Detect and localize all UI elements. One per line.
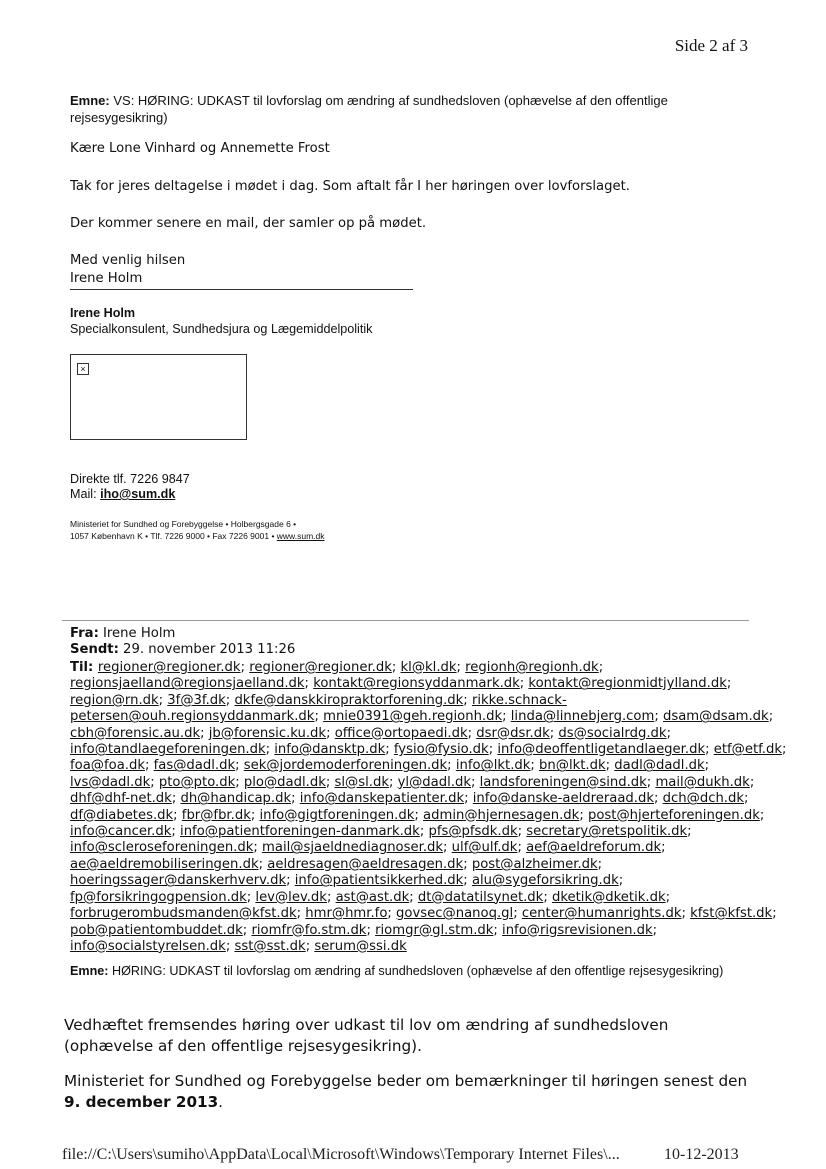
recipient-email-link[interactable]: petersen@ouh.regionsyddanmark.dk (70, 709, 315, 725)
recipient-separator: ; (225, 692, 235, 708)
recipient-email-link[interactable]: fp@forsikringogpension.dk (70, 889, 247, 905)
recipient-email-link[interactable]: admin@hjernesagen.dk (423, 807, 580, 823)
from-label: Fra: (70, 626, 99, 641)
recipient-separator: ; (144, 758, 154, 774)
recipient-separator: ; (326, 889, 336, 905)
recipient-email-link[interactable]: aef@aeldreforum.dk (526, 840, 662, 856)
recipient-separator: ; (618, 873, 624, 889)
recipient-separator: ; (443, 840, 452, 856)
signature-phone: Direkte tlf. 7226 9847 (70, 472, 190, 486)
recipient-email-link[interactable]: lvs@dadl.dk (70, 774, 151, 790)
recipient-email-link[interactable]: hoeringssager@danskerhverv.dk (70, 873, 287, 889)
recipient-separator: ; (517, 824, 527, 840)
logo-image-placeholder (70, 354, 247, 440)
recipient-separator: ; (447, 758, 456, 774)
sent-label: Sendt: (70, 642, 119, 657)
recipient-separator: ; (253, 840, 263, 856)
recipient-email-link[interactable]: dadl@dadl.dk (614, 758, 705, 774)
recipient-email-link[interactable]: dhf@dhf-net.dk (70, 791, 172, 807)
recipient-separator: ; (749, 774, 755, 790)
body-paragraph-1: Tak for jeres deltagelse i mødet i dag. Som aftalt får I her høringen over lovforslaget. (70, 179, 630, 194)
recipient-email-link[interactable]: landsforeningen@sind.dk (479, 774, 647, 790)
recipients-line (70, 890, 750, 906)
recipient-separator: ; (419, 824, 429, 840)
recipient-email-link[interactable]: info@cancer.dk (70, 824, 172, 840)
recipient-email-link[interactable]: etf@etf.dk (713, 742, 782, 758)
footer-date: 10-12-2013 (664, 1146, 739, 1163)
forward-body-2 (64, 1071, 754, 1113)
recipient-email-link[interactable]: mnie0391@geh.regionh.dk (323, 709, 503, 725)
recipients-line (70, 742, 787, 758)
recipient-email-link[interactable]: info@danske-aeldreraad.dk (472, 791, 655, 807)
recipient-separator: ; (652, 922, 658, 938)
recipient-email-link[interactable]: mail@dukh.dk (655, 774, 750, 790)
recipients-line (70, 840, 750, 856)
recipient-separator: ; (296, 906, 306, 922)
recipient-email-link[interactable]: info@gigtforeningen.dk (259, 807, 415, 823)
subject-text: VS: HØRING: UDKAST til lovforslag om ændring af sundhedsloven (ophævelse af den offentlige rejsesygesikring) (70, 93, 668, 125)
deadline-date: 9. december 2013 (64, 1093, 219, 1111)
from-line (70, 626, 175, 642)
recipient-email-link[interactable]: post@hjerteforeningen.dk (587, 807, 760, 823)
recipient-separator: ; (250, 807, 260, 823)
recipient-email-link[interactable]: kl@kl.dk (400, 660, 457, 675)
recipient-email-link[interactable]: foa@foa.dk (70, 758, 145, 774)
recipient-separator: ; (665, 889, 671, 905)
recipient-separator: ; (387, 906, 397, 922)
greeting: Kære Lone Vinhard og Annemette Frost (70, 141, 330, 156)
recipient-email-link[interactable]: govsec@nanoq.gl (396, 906, 514, 922)
org-address-line-1: Ministeriet for Sundhed og Forebyggelse • Holbergsgade 6 • (70, 519, 297, 529)
recipient-separator: ; (543, 889, 552, 905)
closing: Med venlig hilsen (70, 253, 186, 268)
recipient-email-link[interactable]: region@rn.dk (70, 692, 159, 708)
recipient-email-link[interactable]: riomgr@gl.stm.dk (375, 922, 494, 938)
recipient-separator: ; (579, 807, 588, 823)
recipient-separator: ; (456, 660, 466, 675)
org-address-text: 1057 København K • Tlf. 7226 9000 • Fax 7226 9001 • (70, 531, 277, 541)
recipient-email-link[interactable]: plo@dadl.dk (243, 774, 326, 790)
recipient-separator: ; (225, 938, 235, 954)
recipient-separator: ; (388, 774, 398, 790)
recipient-email-link[interactable]: info@rigsrevisionen.dk (502, 922, 653, 938)
recipient-email-link[interactable]: regioner@regioner.dk (249, 660, 392, 675)
sent-value: 29. november 2013 11:26 (118, 642, 296, 657)
recipients-line (70, 807, 765, 824)
recipient-separator: ; (463, 873, 472, 889)
recipient-separator: ; (158, 692, 168, 708)
recipient-email-link[interactable]: kfst@kfst.dk (690, 906, 773, 922)
mail-link[interactable]: iho@sum.dk (100, 487, 176, 501)
signature-title: Specialkonsulent, Sundhedsjura og Lægemiddelpolitik (70, 322, 373, 336)
recipient-email-link[interactable]: cbh@forensic.au.dk (70, 725, 201, 741)
recipient-email-link[interactable]: secretary@retspolitik.dk (526, 824, 688, 840)
recipient-email-link[interactable]: pob@patientombuddet.dk (70, 922, 243, 938)
page-number: Side 2 af 3 (674, 36, 748, 55)
recipient-email-link[interactable]: pfs@pfsdk.dk (428, 824, 518, 840)
recipient-separator: ; (171, 791, 181, 807)
recipient-separator: ; (246, 889, 256, 905)
recipient-separator: ; (661, 840, 666, 856)
recipient-email-link[interactable]: center@humanrights.dk (521, 906, 682, 922)
recipients-block (70, 660, 787, 955)
recipient-email-link[interactable]: info@lkt.dk (455, 758, 531, 774)
recipient-email-link[interactable]: info@deoffentligetandlaeger.dk (497, 742, 706, 758)
recipient-email-link[interactable]: info@socialstyrelsen.dk (70, 938, 226, 954)
recipient-email-link[interactable]: pto@pto.dk (158, 774, 236, 790)
forward-body-1: Vedhæftet fremsendes høring over udkast til lov om ændring af sundhedsloven (ophævelse af den offentlige rejsesygesikring). (64, 1016, 669, 1055)
recipient-separator: ; (325, 774, 335, 790)
recipients-line (70, 726, 750, 742)
recipient-email-link[interactable]: regionh@regionh.dk (465, 660, 599, 675)
recipient-email-link[interactable]: info@patientsikkerhed.dk (294, 873, 464, 889)
recipient-separator: ; (704, 758, 710, 774)
recipient-email-link[interactable]: kontakt@regionmidtjylland.dk (528, 676, 727, 692)
recipient-separator: ; (366, 922, 376, 938)
subject-label: Emne: (70, 93, 110, 108)
recipient-separator: ; (530, 758, 540, 774)
recipient-email-link[interactable]: dch@dch.dk (662, 791, 745, 807)
recipient-email-link[interactable]: linda@linnebjerg.com (510, 709, 655, 725)
recipient-separator: ; (385, 742, 394, 758)
recipient-separator: ; (235, 774, 244, 790)
recipients-line (70, 660, 750, 676)
recipients-line (70, 939, 750, 955)
recipient-separator: ; (265, 742, 275, 758)
recipient-separator: ; (391, 660, 401, 675)
recipient-separator: ; (463, 856, 472, 872)
recipient-email-link[interactable]: dh@handicap.dk (180, 791, 292, 807)
signature-divider (70, 289, 413, 290)
recipient-separator: ; (326, 725, 335, 741)
broken-image-icon: × (77, 363, 89, 375)
recipient-email-link[interactable]: fysio@fysio.dk (393, 742, 489, 758)
recipient-email-link[interactable]: dsr@dsr.dk (476, 725, 550, 741)
recipient-separator: ; (517, 840, 527, 856)
recipient-separator: ; (768, 709, 774, 725)
recipient-separator: ; (654, 791, 663, 807)
recipient-email-link[interactable]: info@patientforeningen-danmark.dk (180, 824, 420, 840)
recipient-separator: ; (687, 824, 692, 840)
recipient-email-link[interactable]: rikke.schnack- (471, 692, 567, 708)
recipient-separator: ; (150, 774, 159, 790)
recipients-line (70, 824, 750, 840)
body2-text: Ministeriet for Sundhed og Forebyggelse beder om bemærkninger til høringen senest den (64, 1072, 748, 1090)
recipient-email-link[interactable]: riomfr@fo.stm.dk (251, 922, 367, 938)
recipient-separator: ; (488, 742, 498, 758)
recipient-email-link[interactable]: info@tandlaegeforeningen.dk (70, 742, 266, 758)
recipients-line (70, 857, 750, 873)
recipient-email-link[interactable]: kontakt@regionsyddanmark.dk (313, 676, 520, 692)
org-address-line-2 (70, 531, 325, 542)
recipient-separator: ; (409, 889, 418, 905)
recipient-email-link[interactable]: ds@socialrdg.dk (558, 725, 667, 741)
recipients-line (70, 774, 755, 791)
recipient-separator: ; (549, 725, 559, 741)
recipient-email-link[interactable]: yl@dadl.dk (397, 774, 471, 790)
recipient-separator: ; (304, 676, 314, 692)
recipient-email-link[interactable]: sl@sl.dk (334, 774, 389, 790)
recipient-separator: ; (519, 676, 529, 692)
recipient-email-link[interactable]: dketik@dketik.dk (551, 889, 666, 905)
recipient-email-link[interactable]: ast@ast.dk (335, 889, 410, 905)
recipient-separator: ; (597, 856, 603, 872)
body-paragraph-2: Der kommer senere en mail, der samler op på mødet. (70, 216, 427, 231)
recipient-email-link[interactable]: office@ortopaedi.dk (334, 725, 468, 741)
recipient-email-link[interactable]: ae@aeldremobiliseringen.dk (70, 856, 259, 872)
recipient-email-link[interactable]: bn@lkt.dk (539, 758, 606, 774)
forward-separator (62, 620, 749, 621)
recipient-separator: ; (681, 906, 691, 922)
recipients-line (70, 709, 774, 725)
recipients-line (70, 676, 750, 692)
recipients-line (70, 693, 750, 709)
recipient-separator: ; (772, 906, 777, 922)
email-subject (70, 92, 750, 126)
recipient-separator: ; (513, 906, 522, 922)
recipients-line (70, 791, 750, 807)
recipient-email-link[interactable]: ulf@ulf.dk (451, 840, 518, 856)
recipient-separator: ; (173, 807, 182, 823)
recipient-email-link[interactable]: dt@datatilsynet.dk (417, 889, 544, 905)
body2-end: . (218, 1093, 223, 1111)
recipient-separator: ; (502, 709, 511, 725)
recipients-line (70, 758, 750, 774)
recipient-separator: ; (242, 922, 252, 938)
footer-file-path: file://C:\Users\sumiho\AppData\Local\Microsoft\Windows\Temporary Internet Files\... (62, 1146, 620, 1163)
recipient-separator: ; (291, 791, 300, 807)
recipient-email-link[interactable]: mail@sjaeldnediagnoser.dk (262, 840, 444, 856)
recipient-separator: ; (235, 758, 244, 774)
recipient-separator: ; (286, 873, 295, 889)
from-value: Irene Holm (98, 626, 176, 641)
forward-subject (70, 963, 750, 979)
recipient-email-link[interactable]: dsam@dsam.dk (662, 709, 769, 725)
recipient-separator: ; (240, 660, 250, 675)
recipient-separator: ; (171, 824, 181, 840)
recipient-separator: ; (605, 758, 615, 774)
recipient-separator: ; (305, 938, 315, 954)
forward-subject-text: HØRING: UDKAST til lovforslag om ændring af sundhedsloven (ophævelse af den offentlige rejsesygesikring) (108, 964, 724, 978)
recipient-separator: ; (464, 791, 473, 807)
recipient-email-link[interactable]: forbrugerombudsmanden@kfst.dk (70, 906, 297, 922)
recipient-separator: ; (463, 692, 472, 708)
signature-mail (70, 487, 175, 501)
recipient-email-link[interactable]: info@scleroseforeningen.dk (70, 840, 254, 856)
recipient-email-link[interactable]: regioner@regioner.dk (97, 660, 241, 675)
recipient-email-link[interactable]: dkfe@danskkiropraktorforening.dk (234, 692, 464, 708)
recipient-separator: ; (414, 807, 424, 823)
recipient-separator: ; (646, 774, 656, 790)
mail-label: Mail: (70, 487, 101, 501)
recipient-separator: ; (470, 774, 480, 790)
to-label: Til: (70, 660, 98, 675)
recipient-email-link[interactable]: fas@dadl.dk (153, 758, 236, 774)
recipient-email-link[interactable]: post@alzheimer.dk (471, 856, 598, 872)
recipients-line (70, 923, 750, 939)
recipient-email-link[interactable]: serum@ssi.dk (314, 938, 407, 954)
recipient-email-link[interactable]: regionsjaelland@regionsjaelland.dk (70, 676, 305, 692)
closing-name: Irene Holm (70, 271, 143, 286)
recipient-email-link[interactable]: fbr@fbr.dk (181, 807, 251, 823)
signature-name: Irene Holm (70, 306, 136, 320)
recipient-email-link[interactable]: sst@sst.dk (234, 938, 306, 954)
recipient-separator: ; (705, 742, 714, 758)
recipient-email-link[interactable]: jb@forensic.ku.dk (208, 725, 327, 741)
recipient-email-link[interactable]: info@dansktp.dk (274, 742, 386, 758)
recipient-separator: ; (200, 725, 209, 741)
recipient-separator: ; (654, 709, 663, 725)
recipient-separator: ; (493, 922, 503, 938)
recipient-email-link[interactable]: info@danskepatienter.dk (299, 791, 465, 807)
recipient-email-link[interactable]: alu@sygeforsikring.dk (471, 873, 619, 889)
recipient-separator: ; (258, 856, 268, 872)
recipient-email-link[interactable]: 3f@3f.dk (167, 692, 226, 708)
recipient-separator: ; (726, 676, 732, 692)
org-website-link[interactable]: www.sum.dk (276, 531, 325, 541)
forward-subject-label: Emne: (70, 964, 109, 978)
recipient-separator: ; (759, 807, 765, 823)
recipient-email-link[interactable]: sek@jordemoderforeningen.dk (243, 758, 448, 774)
recipient-separator: ; (782, 742, 787, 758)
recipients-line (70, 906, 777, 922)
recipient-email-link[interactable]: lev@lev.dk (255, 889, 327, 905)
recipient-separator: ; (666, 725, 672, 741)
recipient-email-link[interactable]: hmr@hmr.fo (305, 906, 388, 922)
recipient-separator: ; (314, 709, 324, 725)
recipient-email-link[interactable]: df@diabetes.dk (70, 807, 174, 823)
recipient-email-link[interactable]: aeldresagen@aeldresagen.dk (267, 856, 464, 872)
recipient-separator: ; (744, 791, 749, 807)
sent-line (70, 642, 295, 658)
recipients-line (70, 873, 750, 889)
recipient-separator: ; (467, 725, 477, 741)
recipient-separator: ; (598, 660, 604, 675)
